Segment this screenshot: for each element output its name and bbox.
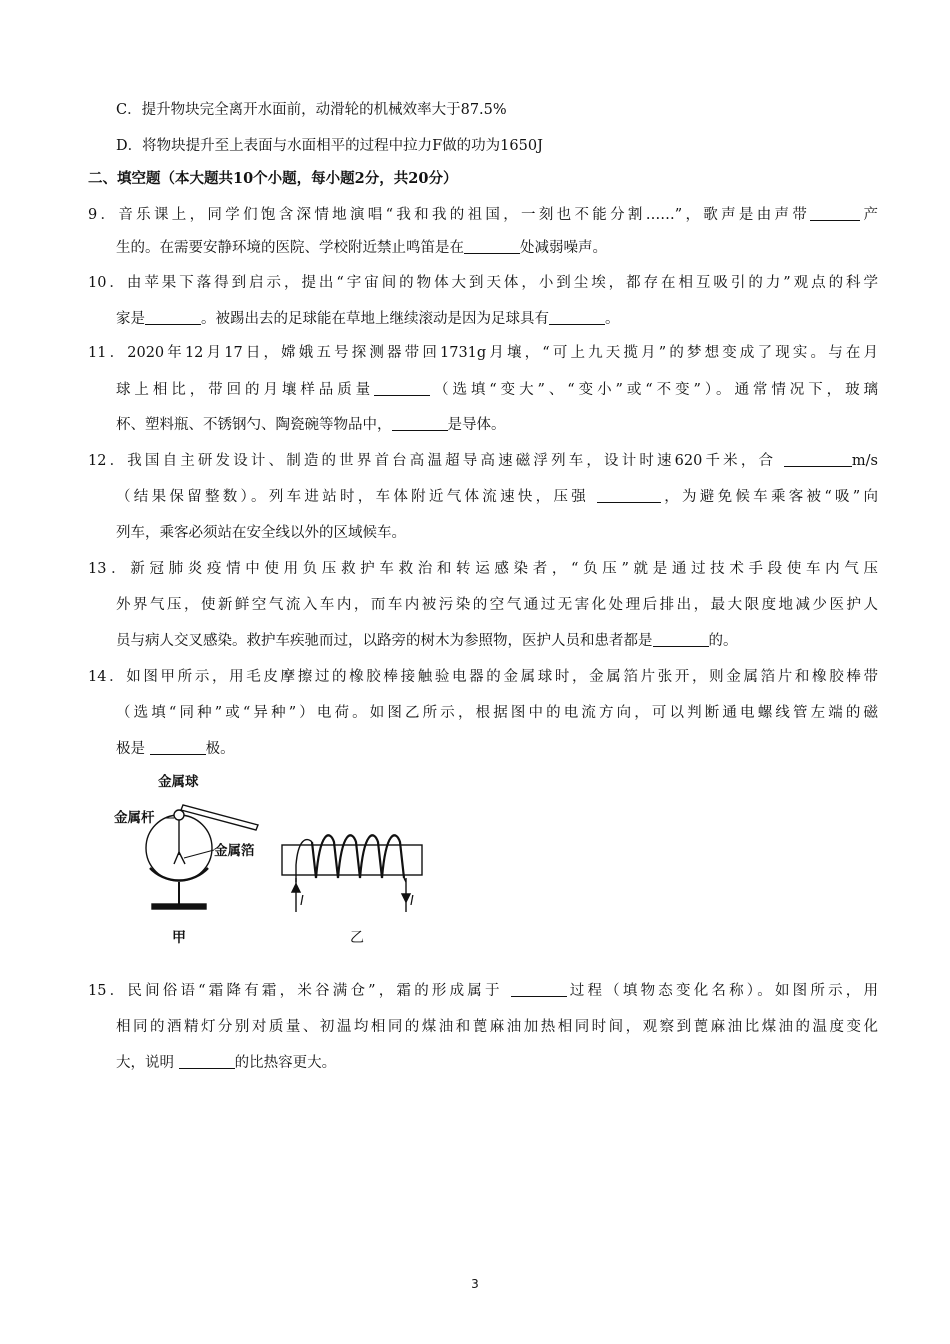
solenoid-coil — [312, 835, 404, 878]
figure-electroscope-solenoid — [106, 770, 436, 950]
q15-line2: 相同的酒精灯分别对质量、初温均相同的煤油和蓖麻油加热相同时间，观察到蓖麻油比煤油的温度变化 — [116, 1019, 878, 1035]
q13-line1: 13．新冠肺炎疫情中使用负压救护车救治和转运感染者，“负压”就是通过技术手段使车内气压 — [88, 561, 878, 577]
q11-blank1[interactable] — [374, 381, 430, 396]
q14-line3: 极是 极。 — [116, 741, 235, 757]
q13-line3: 员与病人交叉感染。救护车疾驰而过，以路旁的树木为参照物，医护人员和患者都是 的。 — [116, 633, 738, 649]
q15-blank1[interactable] — [511, 982, 567, 997]
q11-line2: 球上相比，带回的月壤样品质量 （选填“变大”、“变小”或“不变”）。通常情况下，玻璃 — [116, 382, 879, 398]
electroscope-base — [152, 904, 206, 909]
q12-blank1[interactable] — [784, 452, 852, 467]
label-yi: 乙 — [350, 930, 364, 946]
q9-line1: 9．音乐课上，同学们饱含深情地演唱“我和我的祖国，一刻也不能分割……”，歌声是由声带 产 — [88, 207, 878, 223]
q10-line2: 家是 。被踢出去的足球能在草地上继续滚动是因为足球具有 。 — [116, 311, 620, 327]
electroscope-base-arc — [150, 868, 208, 880]
q12-blank2[interactable] — [597, 488, 661, 503]
foil-pointer — [184, 850, 214, 858]
q14-blank1[interactable] — [150, 740, 206, 755]
q15-line1: 15．民间俗语“霜降有霜，米谷满仓”，霜的形成属于 过程（填物态变化名称）。如图所示，用 — [88, 983, 879, 999]
label-metal-ball: 金属球 — [158, 774, 199, 790]
q11-line1: 11．2020年12月17日，嫦娥五号探测器带回1731g月壤，“可上九天揽月”的梦想变成了现实。与在月 — [88, 345, 878, 361]
q13-line2: 外界气压，使新鲜空气流入车内，而车内被污染的空气通过无害化处理后排出，最大限度地减少医护人 — [116, 597, 878, 613]
q11-blank2[interactable] — [392, 416, 448, 431]
metal-foil-left — [174, 852, 179, 864]
arrow-down-icon — [402, 894, 410, 902]
metal-ball — [174, 810, 184, 820]
q9-blank1[interactable] — [810, 206, 860, 221]
label-metal-rod: 金属杆 — [114, 810, 155, 826]
q15-line3: 大，说明 的比热容更大。 — [116, 1055, 337, 1071]
q10-blank1[interactable] — [145, 310, 201, 325]
q14-line2: （选填“同种”或“异种”）电荷。如图乙所示，根据图中的电流方向，可以判断通电螺线管左端的磁 — [116, 705, 878, 721]
label-current-left: I — [300, 894, 304, 909]
q13-blank1[interactable] — [653, 632, 709, 647]
q15-blank2[interactable] — [179, 1054, 235, 1069]
q10-line1: 10．由苹果下落得到启示，提出“宇宙间的物体大到天体，小到尘埃，都存在相互吸引的力”观点的科学 — [88, 275, 878, 291]
option-d: D．将物块提升至上表面与水面相平的过程中拉力F做的功为1650J — [116, 138, 543, 154]
q11-line3: 杯、塑料瓶、不锈钢勺、陶瓷碗等物品中， 是导体。 — [116, 417, 506, 433]
option-c: C．提升物块完全离开水面前，动滑轮的机械效率大于87.5% — [116, 102, 507, 118]
q9-line2: 生的。在需要安静环境的医院、学校附近禁止鸣笛是在 处减弱噪声。 — [116, 240, 607, 256]
q9-blank2[interactable] — [464, 239, 520, 254]
q14-line1: 14．如图甲所示，用毛皮摩擦过的橡胶棒接触验电器的金属球时，金属箔片张开，则金属箔片和橡胶棒带 — [88, 669, 878, 685]
q12-line3: 列车，乘客必须站在安全线以外的区域候车。 — [116, 525, 406, 541]
q12-line1: 12．我国自主研发设计、制造的世界首台高温超导高速磁浮列车，设计时速620千米，合 m/s — [88, 453, 878, 469]
q12-line2: （结果保留整数）。列车进站时，车体附近气体流速快，压强 ，为避免候车乘客被“吸”向 — [116, 489, 879, 505]
label-metal-foil: 金属箔 — [214, 843, 255, 859]
q10-blank2[interactable] — [549, 310, 605, 325]
label-jia: 甲 — [172, 930, 186, 946]
arrow-up-icon — [292, 884, 300, 892]
section-title: 二、填空题（本大题共10个小题，每小题2分，共20分） — [88, 170, 458, 187]
page-number: 3 — [471, 1277, 479, 1291]
label-current-right: I — [410, 894, 414, 909]
